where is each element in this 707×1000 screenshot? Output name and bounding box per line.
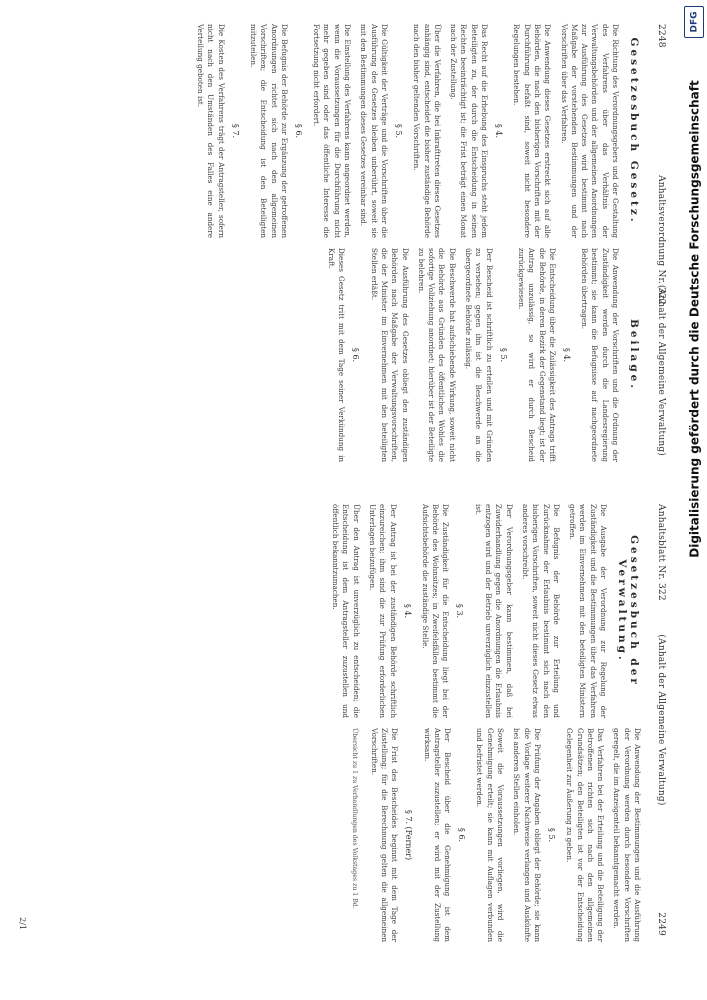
paragraph: Die Einstellung des Verfahrens kann angeordnet werden, wenn die Voraussetzungen für die Durchführung nicht mehr gegeben sind oder das öffentliche Interesse die Fortsetzung nicht erfordert. xyxy=(312,24,353,238)
paragraph: Die Gültigkeit der Verträge und die Vorschriften über die Ausführung des Gesetzes bleiben unberührt, soweit sie mit den Bestimmungen dieses Gesetzes vereinbar sind. xyxy=(359,24,389,238)
paragraph: Die Richtung des Verordnungsgebers und der Gestaltung des Verfahrens über das Verhältnis der Verwaltungsbehörden und der allgemeinen Anordnungen zur Ausführung des Gesetzes wird bestimmt nach Maßgabe der vorstehenden Bestimmungen und der Vorschriften über das Verfahren. xyxy=(559,24,620,238)
paragraph: Die Frist des Bescheides beginnt mit dem Tage der Zustellung; für die Berechnung gelten die allgemeinen Vorschriften. xyxy=(369,728,400,942)
section-heading: § 6. xyxy=(293,123,303,139)
running-head xyxy=(650,504,666,936)
section-heading: § 6. xyxy=(351,347,361,363)
column-title: Gesetzesbuch der Verwaltung. xyxy=(616,535,640,687)
section-heading: § 3. xyxy=(455,603,465,619)
page-number: 2249 xyxy=(656,912,666,936)
section-heading: § 7. xyxy=(230,123,240,139)
paragraph: Der Antrag ist bei der zuständigen Behörde schriftlich einzureichen; ihm sind die zur Prüfung erforderlichen Unterlagen beizufügen. xyxy=(367,504,398,718)
section-heading: § 4. xyxy=(561,347,571,363)
paragraph: Die Entscheidung über die Zulässigkeit des Antrags trifft die Behörde, in deren Bezirk der Gegenstand liegt; ist der Antrag unzulässig, so wird er durch Bescheid zurückgewiesen. xyxy=(516,248,557,462)
column-title: Beilage. xyxy=(628,318,640,391)
page-number: 2248 xyxy=(656,24,666,48)
paragraph: Die Anwendung der Vorschriften und die Ordnung der Zuständigkeit werden durch die Landesregierung bestimmt; sie kann die Befugnisse auf nachgeordnete Behörden übertragen. xyxy=(580,248,620,462)
paragraph: Der Bescheid ist schriftlich zu erteilen und mit Gründen zu versehen; gegen ihn ist die Beschwerde an die übergeordnete Behörde zulässig. xyxy=(464,248,494,462)
paragraph: Die Anwendung dieses Gesetzes erstreckt sich auf alle Behörden, die nach den bisherigen Vorschriften mit der Durchführung befaßt sind, soweit nicht besondere Regelungen bestehen. xyxy=(512,24,553,238)
section-heading: § 6. xyxy=(457,827,467,843)
paragraph: Die Befugnis der Behörde zur Ergänzung der getroffenen Anordnungen richtet sich nach den allgemeinen Vorschriften; die Entscheidung ist den Beteiligten mitzuteilen. xyxy=(248,24,289,238)
paragraph: Der Bescheid über die Genehmigung ist dem Antragsteller zuzustellen; er wird mit der Zustellung wirksam. xyxy=(422,728,453,942)
paragraph: Die Prüfung der Angaben obliegt der Behörde; sie kann die Vorlage weiterer Nachweise verlangen und Auskünfte bei anderen Stellen einholen. xyxy=(512,728,542,942)
running-head-title: Anhaltsverordnung Nr. 322 xyxy=(656,175,666,305)
paragraph: Das Recht auf die Erhebung des Einspruchs steht jedem Beteiligten zu, der durch die Entscheidung in seinen Rechten beeinträchtigt ist; die Frist beträgt einen Monat nach der Zustellung. xyxy=(449,24,490,238)
section-heading: § 5. xyxy=(393,123,403,139)
paragraph: Die Ausführung des Gesetzes obliegt den zuständigen Behörden nach Maßgabe der Verwaltungsvorschriften, die der Minister im Einvernehmen mit den beteiligten Stellen erläßt. xyxy=(369,248,410,462)
section-heading: § 4. xyxy=(494,123,504,139)
text-column xyxy=(189,24,642,238)
paragraph: Die Anwendung der Bestimmungen und die Ausführung der Verordnung werden durch besondere Vorschriften geregelt, die im Anzeigenteil bekanntgemacht werden. xyxy=(612,728,642,942)
section-heading: § 7. (Ferner) xyxy=(404,809,414,861)
right-page xyxy=(0,480,680,960)
paragraph: Die Beschwerde hat aufschiebende Wirkung, soweit nicht die Behörde aus Gründen des öffentlichen Wohles die sofortige Vollziehung anordnet; hierüber ist der Beteiligte zu belehren. xyxy=(416,248,457,462)
running-head-section: (Anhalt der Allgemeine Verwaltung) xyxy=(656,634,666,806)
running-head xyxy=(650,24,666,456)
running-head-section: (Anhalt der Allgemeine Verwaltung) xyxy=(656,284,666,456)
dfg-logo: DFG xyxy=(684,6,704,38)
section-heading: § 4. xyxy=(402,603,412,619)
left-page xyxy=(0,0,680,480)
column-title: Gesetzesbuch Gesetz. xyxy=(628,37,640,225)
footnote: Übersicht zu 1 zu Verhandlungen des Volkstages zu 1 Bd. xyxy=(351,728,359,909)
text-column xyxy=(320,248,642,462)
text-column xyxy=(324,504,642,718)
section-heading: § 5. xyxy=(546,827,556,843)
section-heading: § 5. xyxy=(498,347,508,363)
paragraph: Soweit die Voraussetzungen vorliegen, wird die Genehmigung erteilt; sie kann mit Auflagen verbunden und befristet werden. xyxy=(475,728,506,942)
sheet-number: 2/1 xyxy=(18,917,27,930)
paragraph: Über die Verfahren, die bei Inkrafttreten dieses Gesetzes anhängig sind, entscheidet die bisher zuständige Behörde nach den bisher geltenden Vorschriften. xyxy=(412,24,442,238)
paragraph: Über den Antrag ist unverzüglich zu entscheiden; die Entscheidung ist dem Antragsteller zuzustellen und öffentlich bekanntzumachen. xyxy=(331,504,361,718)
paragraph: Die Zuständigkeit für die Entscheidung liegt bei der Behörde des Wohnsitzes; in Zweifelsfällen bestimmt die Aufsichtsbehörde die zuständige Stelle. xyxy=(420,504,451,718)
text-column xyxy=(350,728,642,942)
paragraph: Dieses Gesetz tritt mit dem Tage seiner Verkündung in Kraft. xyxy=(327,248,347,462)
paragraph: Die Kosten des Verfahrens trägt der Antragsteller, sofern nicht nach den Umständen des Falles eine andere Verteilung geboten ist. xyxy=(196,24,226,238)
dfg-banner xyxy=(683,0,707,1000)
running-head-title: Anhaltsblatt Nr. 322 xyxy=(656,504,666,601)
paragraph: Die Ausgabe der Verordnung zur Regelung der Zuständigkeit und die Bestimmungen über das Verfahren werden im Einvernehmen mit den beteiligten Ministern getroffen. xyxy=(568,504,608,718)
paragraph: Das Verfahren bei der Erteilung und die Beteiligung der Betroffenen richten sich nach den allgemeinen Grundsätzen; den Beteiligten ist vor der Entscheidung Gelegenheit zur Äußerung zu geben. xyxy=(565,728,606,942)
paragraph: Der Verordnungsgeber kann bestimmen, daß bei Zuwiderhandlung gegen die Anordnungen die Erlaubnis entzogen wird und der Betrieb unverzüglich einzustellen ist. xyxy=(473,504,514,718)
digitization-notice: Digitalisierung gefördert durch die Deutsche Forschungsgemeinschaft xyxy=(688,80,703,558)
paragraph: Die Befugnis der Behörde zur Erteilung und Zurücknahme der Erlaubnis bestimmt sich nach den bisherigen Vorschriften, soweit nicht dieses Gesetz etwas anderes vorschreibt. xyxy=(520,504,561,718)
